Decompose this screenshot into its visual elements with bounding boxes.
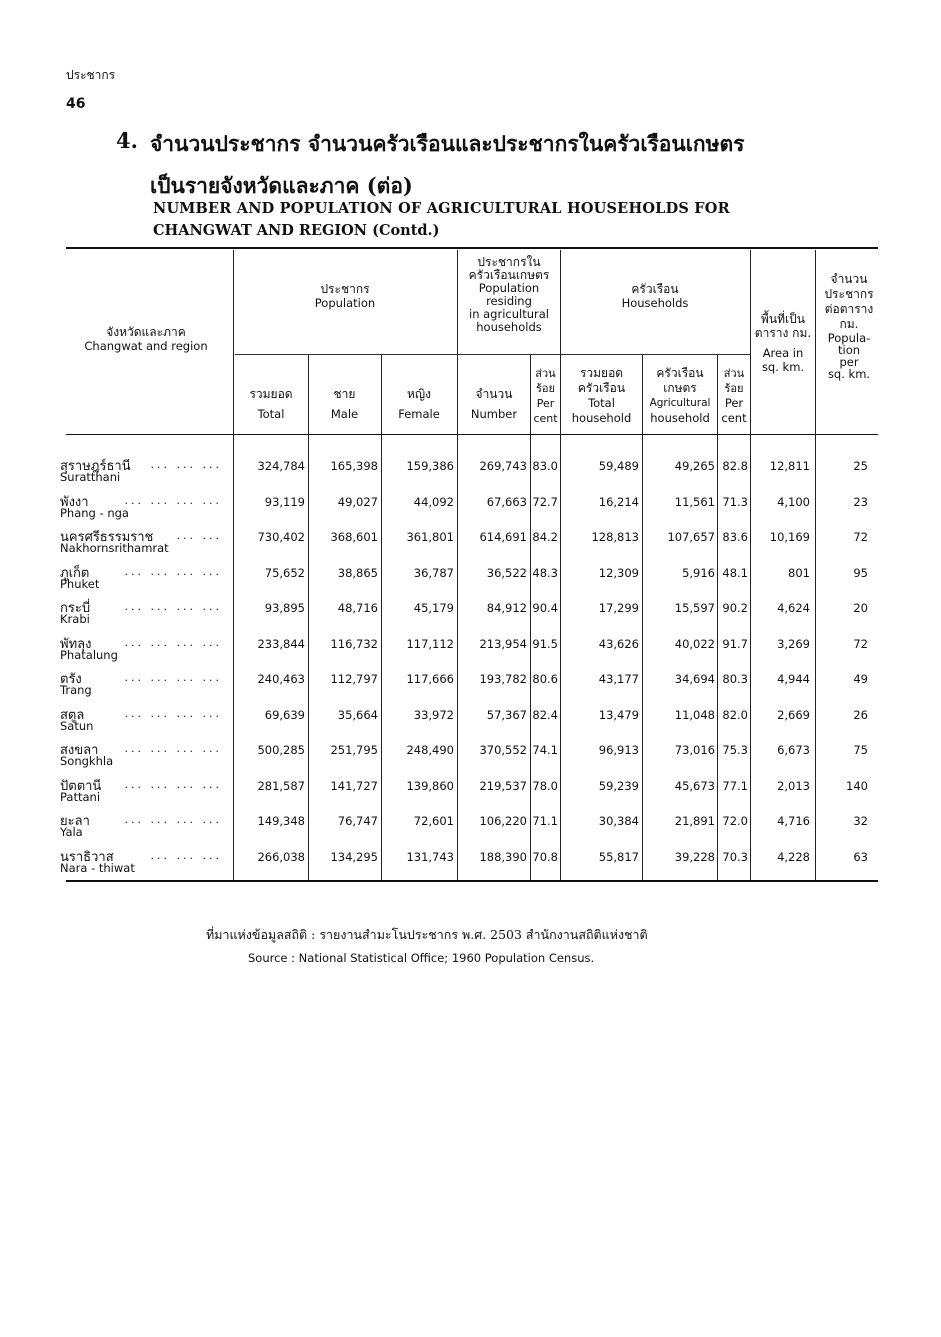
cell-agr-pop: 219,537	[479, 778, 527, 793]
cell-agr-pop: 370,552	[479, 743, 527, 757]
header-density-th3: ต่อตาราง	[824, 302, 874, 316]
subheader-number-en: Number	[470, 407, 518, 421]
cell-agr-pct: 48.3	[532, 565, 558, 580]
subheader-total-household-en1: Total	[588, 396, 615, 410]
cell-female: 117,666	[406, 672, 454, 686]
header-density-th4: กม.	[839, 317, 859, 331]
cell-total: 149,348	[257, 814, 305, 828]
table-row	[0, 704, 941, 738]
cell-agr-pop: 67,663	[486, 494, 527, 509]
header-households-en: Households	[621, 296, 689, 310]
subheader-total-household	[561, 366, 642, 426]
row-name-thai: ภูเก็ต	[60, 565, 90, 581]
subheader-percent-household-en2: cent	[721, 411, 747, 425]
subheader-percent-household-th2: ร้อย	[724, 382, 744, 395]
cell-male: 141,727	[330, 778, 378, 793]
cell-male: 251,795	[330, 743, 378, 757]
subheader-agricultural-household-th2: เกษตร	[663, 381, 697, 395]
table-row	[0, 668, 941, 702]
title-english-line2: CHANGWAT AND REGION (Contd.)	[153, 222, 440, 239]
cell-area: 12,811	[769, 459, 810, 473]
header-residing-en1: Population	[478, 281, 540, 295]
cell-density: 20	[853, 601, 868, 615]
row-name-thai: พัทลุง	[60, 636, 92, 652]
cell-hh-total: 43,626	[598, 636, 639, 651]
title-english-line1: NUMBER AND POPULATION OF AGRICULTURAL HOUSEHOLDS FOR	[153, 200, 730, 217]
table-row	[0, 562, 941, 596]
table-row	[0, 526, 941, 560]
leader-dots: ... ... ... ...	[124, 742, 222, 755]
header-area-th1: พื้นที่เป็น	[761, 312, 805, 326]
cell-density: 49	[853, 672, 868, 686]
table-row	[0, 455, 941, 489]
subheader-agricultural-household-th1: ครัวเรือน	[656, 366, 704, 380]
row-name-english: Satun	[60, 718, 94, 733]
header-density-en4: sq. km.	[827, 367, 871, 381]
cell-agr-pop: 213,954	[479, 636, 527, 651]
table-row	[0, 633, 941, 667]
cell-hh-total: 59,239	[598, 778, 639, 793]
subheader-total-household-en2: household	[571, 411, 632, 425]
leader-dots: ... ... ...	[150, 458, 222, 471]
subheader-percent-household-en1: Per	[724, 396, 744, 410]
cell-density: 72	[853, 530, 868, 544]
title-thai-line1: จำนวนประชากร จำนวนครัวเรือนและประชากรในครัวเรือนเกษตร	[150, 131, 745, 156]
header-area	[751, 312, 815, 374]
subheader-female	[382, 384, 456, 424]
cell-agr-pct: 83.0	[532, 459, 558, 473]
cell-density: 26	[853, 707, 868, 722]
cell-density: 63	[853, 849, 868, 864]
cell-female: 139,860	[406, 778, 454, 793]
header-density-th1: จำนวน	[830, 272, 868, 286]
cell-hh-agr: 45,673	[674, 778, 715, 793]
header-changwat	[66, 325, 226, 353]
cell-hh-agr: 73,016	[674, 743, 715, 757]
row-name-english: Suratthani	[60, 470, 121, 484]
cell-area: 2,669	[777, 707, 810, 722]
table-number: 4.	[116, 128, 138, 153]
cell-area: 4,228	[777, 849, 810, 864]
subheader-female-en: Female	[398, 407, 440, 421]
header-area-en2: sq. km.	[761, 360, 805, 374]
cell-hh-pct: 48.1	[722, 565, 748, 580]
row-name-english: Phuket	[60, 576, 100, 591]
cell-hh-pct: 71.3	[722, 494, 748, 509]
row-name-thai: ยะลา	[60, 814, 90, 829]
cell-hh-pct: 72.0	[722, 814, 748, 828]
cell-density: 25	[853, 459, 868, 473]
header-density	[817, 272, 881, 380]
row-name-thai: นครศรีธรรมราช	[60, 530, 154, 545]
row-name-english: Nakhornsrithamrat	[60, 541, 169, 555]
cell-agr-pct: 72.7	[532, 494, 558, 509]
cell-agr-pop: 57,367	[486, 707, 527, 722]
cell-area: 2,013	[777, 778, 810, 793]
cell-agr-pct: 78.0	[532, 778, 558, 793]
header-population-th: ประชากร	[320, 282, 370, 296]
subheader-percent-en2: cent	[533, 412, 558, 425]
table-row	[0, 597, 941, 631]
cell-total: 240,463	[257, 672, 305, 686]
cell-area: 4,624	[777, 601, 810, 615]
cell-area: 801	[788, 565, 810, 580]
cell-agr-pop: 614,691	[479, 530, 527, 544]
leader-dots: ... ... ... ...	[124, 813, 222, 826]
row-name-english: Phang - nga	[60, 505, 129, 520]
subheader-percent-th1: ส่วน	[535, 367, 556, 380]
header-area-en1: Area in	[762, 346, 804, 360]
cell-male: 48,716	[337, 601, 378, 615]
leader-dots: ... ...	[176, 529, 222, 542]
cell-male: 368,601	[330, 530, 378, 544]
cell-hh-pct: 83.6	[722, 530, 748, 544]
cell-hh-pct: 77.1	[722, 778, 748, 793]
table-row	[0, 846, 941, 880]
cell-hh-agr: 21,891	[674, 814, 715, 828]
subheader-percent-th2: ร้อย	[536, 382, 555, 395]
subheader-male-th: ชาย	[333, 387, 356, 401]
cell-hh-agr: 107,657	[667, 530, 715, 544]
header-density-en2: tion	[837, 343, 861, 357]
row-name-english: Songkhla	[60, 754, 114, 768]
cell-female: 117,112	[406, 636, 454, 651]
cell-hh-total: 17,299	[598, 601, 639, 615]
cell-total: 69,639	[264, 707, 305, 722]
cell-agr-pop: 106,220	[479, 814, 527, 828]
row-name-thai: สงขลา	[60, 743, 99, 758]
cell-area: 10,169	[769, 530, 810, 544]
cell-hh-agr: 11,048	[674, 707, 715, 722]
cell-total: 75,652	[264, 565, 305, 580]
header-population	[235, 282, 455, 310]
cell-density: 23	[853, 494, 868, 509]
row-name-english: Yala	[60, 825, 83, 839]
cell-male: 38,865	[337, 565, 378, 580]
subheader-percent-en1: Per	[536, 397, 555, 410]
row-name-english: Trang	[60, 683, 92, 697]
cell-hh-total: 59,489	[598, 459, 639, 473]
table-row	[0, 810, 941, 844]
cell-hh-pct: 91.7	[722, 636, 748, 651]
cell-female: 131,743	[406, 849, 454, 864]
cell-agr-pop: 84,912	[486, 601, 527, 615]
table-bottom-rule	[66, 880, 878, 882]
cell-hh-pct: 75.3	[722, 743, 748, 757]
cell-agr-pct: 71.1	[532, 814, 558, 828]
cell-male: 165,398	[330, 459, 378, 473]
header-residing-th1: ประชากรใน	[477, 255, 541, 269]
row-name-thai: พังงา	[60, 494, 89, 510]
subheader-total-en: Total	[257, 407, 285, 421]
source-thai: ที่มาแห่งข้อมูลสถิติ : รายงานสำมะโนประชากร พ.ศ. 2503 สำนักงานสถิติแห่งชาติ	[206, 927, 648, 942]
source-english: Source : National Statistical Office; 1960 Population Census.	[248, 951, 595, 965]
cell-hh-pct: 82.8	[722, 459, 748, 473]
table-row	[0, 775, 941, 809]
header-residing	[459, 256, 559, 334]
cell-agr-pop: 193,782	[479, 672, 527, 686]
leader-dots: ... ... ... ...	[124, 564, 222, 578]
cell-hh-pct: 70.3	[722, 849, 748, 864]
header-density-en3: per	[839, 355, 859, 369]
cell-area: 4,944	[777, 672, 810, 686]
header-density-th2: ประชากร	[824, 287, 874, 301]
subheader-total	[235, 384, 307, 424]
cell-male: 112,797	[330, 672, 378, 686]
cell-female: 248,490	[406, 743, 454, 757]
cell-total: 266,038	[257, 849, 305, 864]
cell-agr-pct: 84.2	[532, 530, 558, 544]
cell-hh-total: 12,309	[598, 565, 639, 580]
cell-total: 730,402	[257, 530, 305, 544]
subheader-agricultural-household	[643, 366, 717, 426]
subheader-agricultural-household-en1: Agricultural	[649, 397, 711, 409]
header-households-th: ครัวเรือน	[631, 282, 679, 296]
subheader-total-household-th1: รวมยอด	[579, 366, 624, 380]
cell-hh-total: 43,177	[598, 672, 639, 686]
row-name-english: Krabi	[60, 612, 90, 626]
cell-agr-pct: 74.1	[532, 743, 558, 757]
cell-total: 324,784	[257, 459, 305, 473]
subheader-male	[309, 384, 380, 424]
cell-hh-agr: 34,694	[674, 672, 715, 686]
table-row	[0, 491, 941, 525]
subheader-percent-household	[718, 366, 750, 426]
row-name-english: Pattani	[60, 789, 101, 804]
cell-female: 45,179	[413, 601, 454, 615]
cell-density: 140	[846, 778, 868, 793]
cell-hh-pct: 80.3	[722, 672, 748, 686]
header-households	[562, 282, 748, 310]
cell-total: 93,119	[264, 494, 305, 509]
cell-female: 159,386	[406, 459, 454, 473]
subheader-total-th: รวมยอด	[249, 387, 293, 401]
cell-female: 72,601	[413, 814, 454, 828]
cell-agr-pct: 82.4	[532, 707, 558, 722]
row-name-english: Nara - thiwat	[60, 860, 135, 875]
cell-hh-pct: 90.2	[722, 601, 748, 615]
cell-hh-total: 128,813	[591, 530, 639, 544]
subheader-male-en: Male	[330, 407, 359, 421]
leader-dots: ... ... ... ...	[124, 777, 222, 791]
header-changwat-th: จังหวัดและภาค	[106, 325, 186, 339]
cell-area: 6,673	[777, 743, 810, 757]
row-name-thai: ปัตตานี	[60, 778, 102, 794]
cell-hh-total: 16,214	[598, 494, 639, 509]
row-name-thai: กระบี่	[60, 601, 91, 616]
cell-area: 4,716	[777, 814, 810, 828]
cell-density: 32	[853, 814, 868, 828]
cell-total: 93,895	[264, 601, 305, 615]
subheader-rule	[235, 354, 750, 355]
header-residing-en3: in agricultural	[469, 307, 549, 321]
header-bottom-rule	[66, 434, 878, 435]
header-residing-th2: ครัวเรือนเกษตร	[468, 268, 550, 282]
cell-hh-total: 30,384	[598, 814, 639, 828]
subheader-agricultural-household-en2: household	[650, 411, 710, 425]
leader-dots: ... ... ... ...	[124, 706, 222, 720]
row-name-thai: ตรัง	[60, 672, 82, 687]
cell-hh-agr: 40,022	[674, 636, 715, 651]
table-top-rule	[66, 247, 878, 249]
running-head: ประชากร	[66, 68, 116, 82]
cell-hh-total: 96,913	[598, 743, 639, 757]
header-density-en1: Popula-	[827, 331, 871, 345]
subheader-percent-household-th1: ส่วน	[723, 367, 745, 380]
cell-female: 33,972	[413, 707, 454, 722]
cell-agr-pct: 70.8	[532, 849, 558, 864]
cell-male: 116,732	[330, 636, 378, 651]
subheader-female-th: หญิง	[407, 387, 431, 401]
cell-hh-total: 55,817	[598, 849, 639, 864]
row-name-english: Phatalung	[60, 647, 118, 662]
row-name-thai: นราธิวาส	[60, 849, 114, 865]
cell-male: 76,747	[337, 814, 378, 828]
cell-female: 36,787	[413, 565, 454, 580]
cell-density: 72	[853, 636, 868, 651]
header-residing-en2: residing	[486, 294, 532, 308]
cell-area: 4,100	[777, 494, 810, 509]
page-number: 46	[66, 96, 86, 112]
leader-dots: ... ... ... ...	[124, 671, 222, 684]
cell-total: 281,587	[257, 778, 305, 793]
cell-male: 134,295	[330, 849, 378, 864]
cell-agr-pop: 36,522	[486, 565, 527, 580]
subheader-percent	[531, 366, 560, 426]
subheader-number-th: จำนวน	[475, 387, 513, 401]
header-residing-en4: households	[476, 320, 542, 334]
cell-hh-agr: 49,265	[674, 459, 715, 473]
cell-total: 500,285	[257, 743, 305, 757]
cell-agr-pop: 188,390	[479, 849, 527, 864]
header-changwat-en: Changwat and region	[84, 339, 208, 353]
leader-dots: ... ... ...	[150, 848, 222, 862]
cell-agr-pop: 269,743	[479, 459, 527, 473]
cell-hh-agr: 5,916	[682, 565, 715, 580]
cell-male: 49,027	[337, 494, 378, 509]
header-population-en: Population	[314, 296, 376, 310]
cell-hh-total: 13,479	[598, 707, 639, 722]
row-name-thai: สุราษฎร์ธานี	[60, 459, 131, 474]
cell-agr-pct: 80.6	[532, 672, 558, 686]
cell-total: 233,844	[257, 636, 305, 651]
title-thai-line2: เป็นรายจังหวัดและภาค (ต่อ)	[150, 173, 413, 198]
cell-hh-agr: 15,597	[674, 601, 715, 615]
cell-agr-pct: 91.5	[532, 636, 558, 651]
cell-hh-agr: 11,561	[674, 494, 715, 509]
cell-hh-pct: 82.0	[722, 707, 748, 722]
cell-density: 75	[853, 743, 868, 757]
subheader-total-household-th2: ครัวเรือน	[577, 381, 626, 395]
leader-dots: ... ... ... ...	[124, 600, 222, 613]
cell-area: 3,269	[777, 636, 810, 651]
header-area-th2: ตาราง กม.	[754, 326, 812, 340]
cell-female: 44,092	[413, 494, 454, 509]
cell-male: 35,664	[337, 707, 378, 722]
leader-dots: ... ... ... ...	[124, 493, 222, 507]
cell-density: 95	[853, 565, 868, 580]
cell-agr-pct: 90.4	[532, 601, 558, 615]
cell-hh-agr: 39,228	[674, 849, 715, 864]
row-name-thai: สตูล	[60, 707, 85, 723]
leader-dots: ... ... ... ...	[124, 635, 222, 649]
table-row	[0, 739, 941, 773]
subheader-number	[458, 384, 530, 424]
cell-female: 361,801	[406, 530, 454, 544]
